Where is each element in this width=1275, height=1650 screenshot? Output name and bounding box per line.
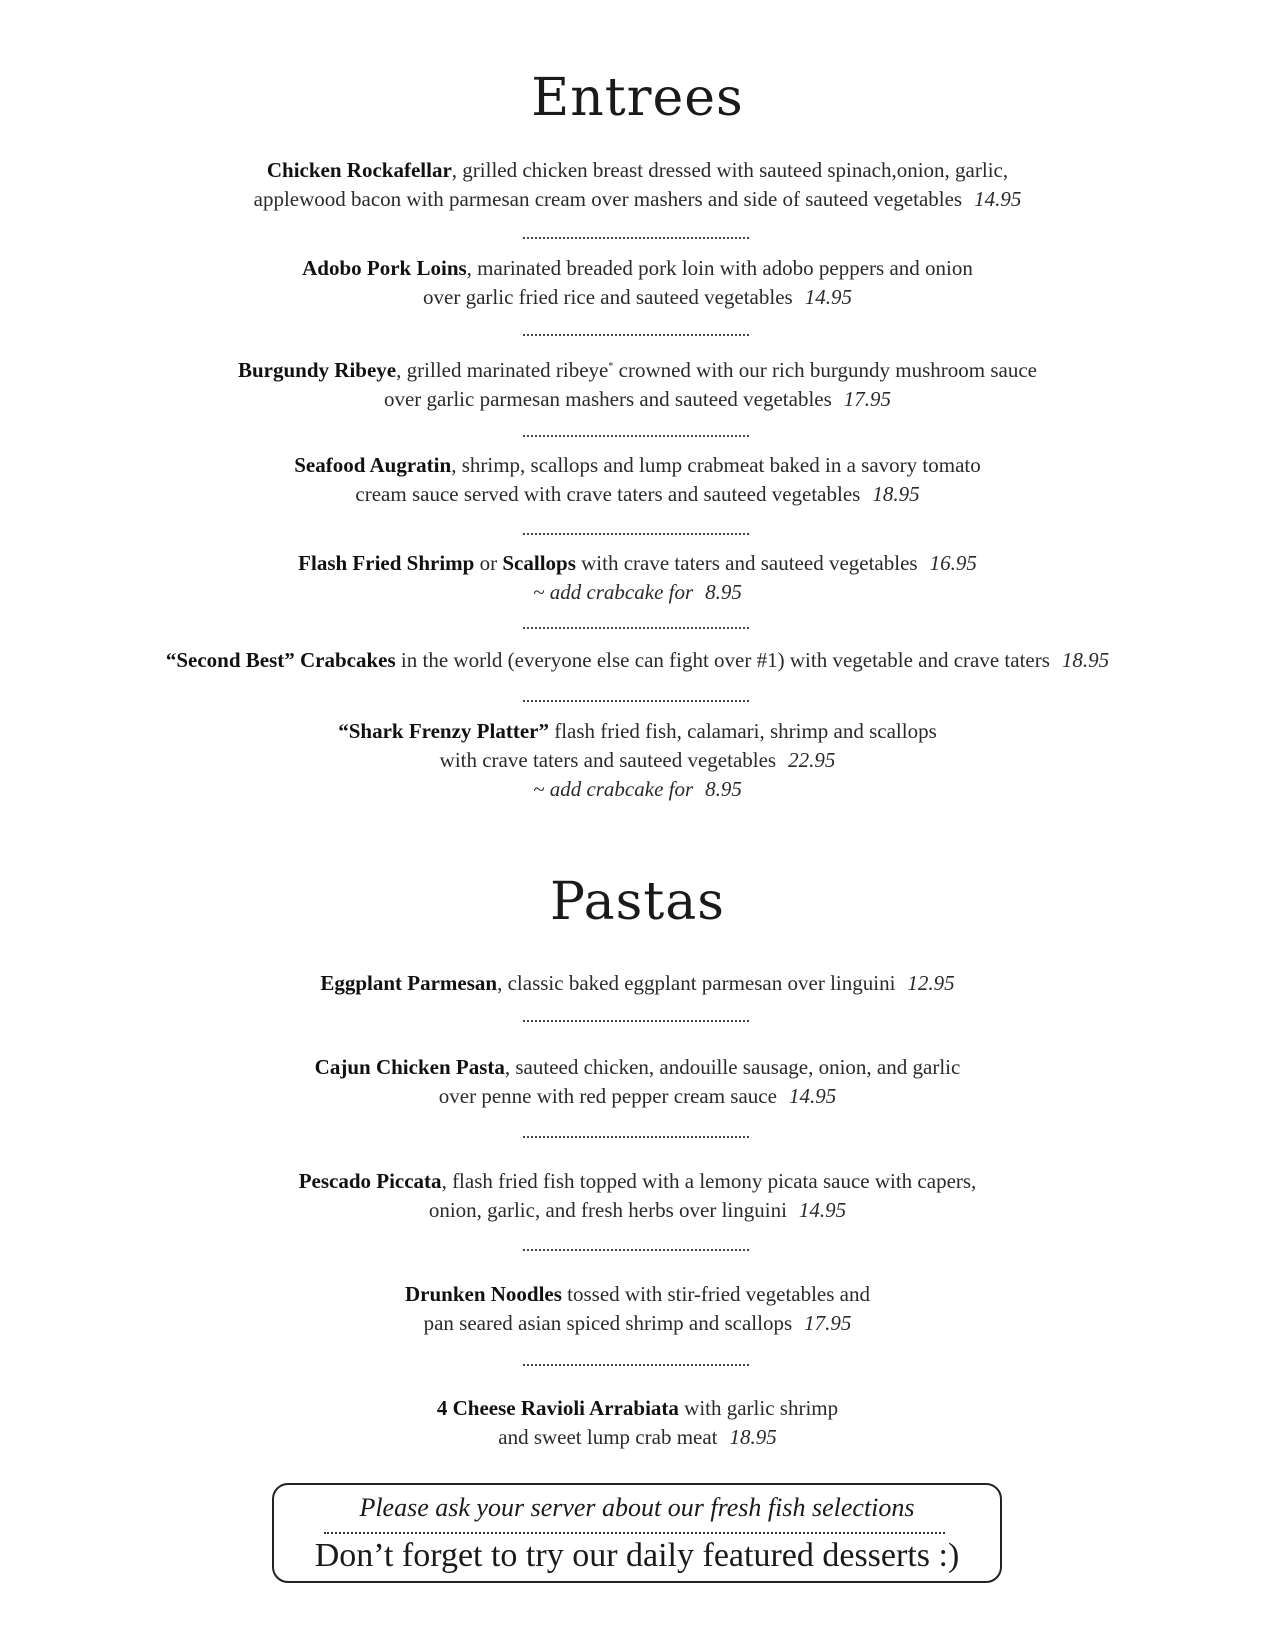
addon-label: ~ add crabcake for xyxy=(533,777,694,801)
dotted-divider xyxy=(523,1020,749,1022)
item-price: 17.95 xyxy=(804,1311,852,1335)
item-name: “Second Best” Crabcakes xyxy=(165,648,396,672)
item-description: cream sauce served with crave taters and sauteed vegetables xyxy=(355,482,861,506)
menu-item-pescado-piccata xyxy=(0,1167,1275,1225)
menu-item-adobo-pork-loins xyxy=(0,254,1275,312)
menu-item-flash-fried-shrimp xyxy=(0,549,1275,607)
item-description: with crave taters and sauteed vegetables xyxy=(575,551,918,575)
item-price: 14.95 xyxy=(974,187,1022,211)
fresh-fish-note: Please ask your server about our fresh fish selections xyxy=(359,1493,915,1522)
item-price: 14.95 xyxy=(788,1084,837,1108)
dotted-divider xyxy=(523,334,749,336)
menu-item-drunken-noodles xyxy=(0,1280,1275,1338)
item-name: Drunken Noodles xyxy=(404,1282,562,1306)
item-price: 14.95 xyxy=(804,285,852,309)
item-name: Pescado Piccata xyxy=(298,1169,442,1193)
item-description: , shrimp, scallops and lump crabmeat baked in a savory tomato xyxy=(451,453,981,477)
item-price: 17.95 xyxy=(843,387,892,411)
dotted-divider xyxy=(523,533,749,535)
item-price: 12.95 xyxy=(907,971,955,995)
item-description: in the world (everyone else can fight over #1) with vegetable and crave taters xyxy=(395,648,1050,672)
dotted-divider xyxy=(523,1136,749,1138)
item-name: Cajun Chicken Pasta xyxy=(314,1055,505,1079)
menu-item-seafood-augratin xyxy=(0,451,1275,509)
item-description: , grilled chicken breast dressed with sauteed spinach,onion, garlic, xyxy=(451,158,1009,182)
dotted-divider xyxy=(523,1364,749,1366)
item-description: over garlic fried rice and sauteed vegetables xyxy=(423,285,793,309)
item-description: tossed with stir-fried vegetables and xyxy=(561,1282,871,1306)
menu-item-eggplant-parmesan xyxy=(0,969,1275,998)
item-description: , grilled marinated ribeye xyxy=(396,358,609,382)
asterisk-note: * xyxy=(608,361,614,372)
menu-item-chicken-rockafellar xyxy=(0,156,1275,214)
item-name: Seafood Augratin xyxy=(294,453,452,477)
dotted-divider xyxy=(523,1249,749,1251)
dotted-divider xyxy=(523,700,749,702)
entrees-heading: Entrees xyxy=(531,68,744,128)
item-description: over garlic parmesan mashers and sauteed vegetables xyxy=(383,387,832,411)
item-name: Adobo Pork Loins xyxy=(302,256,467,280)
item-price: 16.95 xyxy=(929,551,977,575)
item-connector: or xyxy=(474,551,503,575)
dotted-divider xyxy=(523,237,749,239)
item-description: onion, garlic, and fresh herbs over linguini xyxy=(428,1198,787,1222)
item-description: pan seared asian spiced shrimp and scallops xyxy=(423,1311,793,1335)
item-name: “Shark Frenzy Platter” xyxy=(338,719,549,743)
footer-notice-box xyxy=(272,1483,1002,1583)
item-name: Burgundy Ribeye xyxy=(238,358,397,382)
item-description: , sauteed chicken, andouille sausage, onion, and garlic xyxy=(504,1055,961,1079)
addon-label: ~ add crabcake for xyxy=(533,580,694,604)
item-name: Flash Fried Shrimp xyxy=(298,551,475,575)
item-price: 18.95 xyxy=(872,482,920,506)
item-price: 18.95 xyxy=(1061,648,1110,672)
dessert-note: Don’t forget to try our daily featured desserts :) xyxy=(314,1537,960,1574)
item-description: , flash fried fish topped with a lemony picata sauce with capers, xyxy=(441,1169,977,1193)
item-description: with garlic shrimp xyxy=(678,1396,839,1420)
menu-item-4-cheese-ravioli xyxy=(0,1394,1275,1452)
item-description: flash fried fish, calamari, shrimp and scallops xyxy=(548,719,937,743)
menu-item-cajun-chicken-pasta xyxy=(0,1053,1275,1111)
item-name-alt: Scallops xyxy=(502,551,576,575)
menu-item-second-best-crabcakes xyxy=(0,646,1275,675)
footer-dotted-divider xyxy=(324,1532,945,1534)
item-description: , marinated breaded pork loin with adobo peppers and onion xyxy=(466,256,973,280)
item-price: 14.95 xyxy=(798,1198,847,1222)
pastas-heading: Pastas xyxy=(550,872,725,932)
item-name: 4 Cheese Ravioli Arrabiata xyxy=(436,1396,679,1420)
item-description: over penne with red pepper cream sauce xyxy=(438,1084,777,1108)
menu-item-shark-frenzy-platter xyxy=(0,717,1275,804)
item-price: 18.95 xyxy=(729,1425,777,1449)
item-description: crowned with our rich burgundy mushroom sauce xyxy=(613,358,1037,382)
item-description: and sweet lump crab meat xyxy=(498,1425,718,1449)
item-name: Chicken Rockafellar xyxy=(266,158,452,182)
item-name: Eggplant Parmesan xyxy=(320,971,498,995)
addon-price: 8.95 xyxy=(705,580,742,604)
item-description: applewood bacon with parmesan cream over mashers and side of sauteed vegetables xyxy=(253,187,963,211)
menu-item-burgundy-ribeye xyxy=(0,352,1275,414)
addon-price: 8.95 xyxy=(705,777,742,801)
item-description: , classic baked eggplant parmesan over linguini xyxy=(497,971,896,995)
item-price: 22.95 xyxy=(788,748,836,772)
dotted-divider xyxy=(523,627,749,629)
dotted-divider xyxy=(523,435,749,437)
item-description: with crave taters and sauteed vegetables xyxy=(439,748,777,772)
